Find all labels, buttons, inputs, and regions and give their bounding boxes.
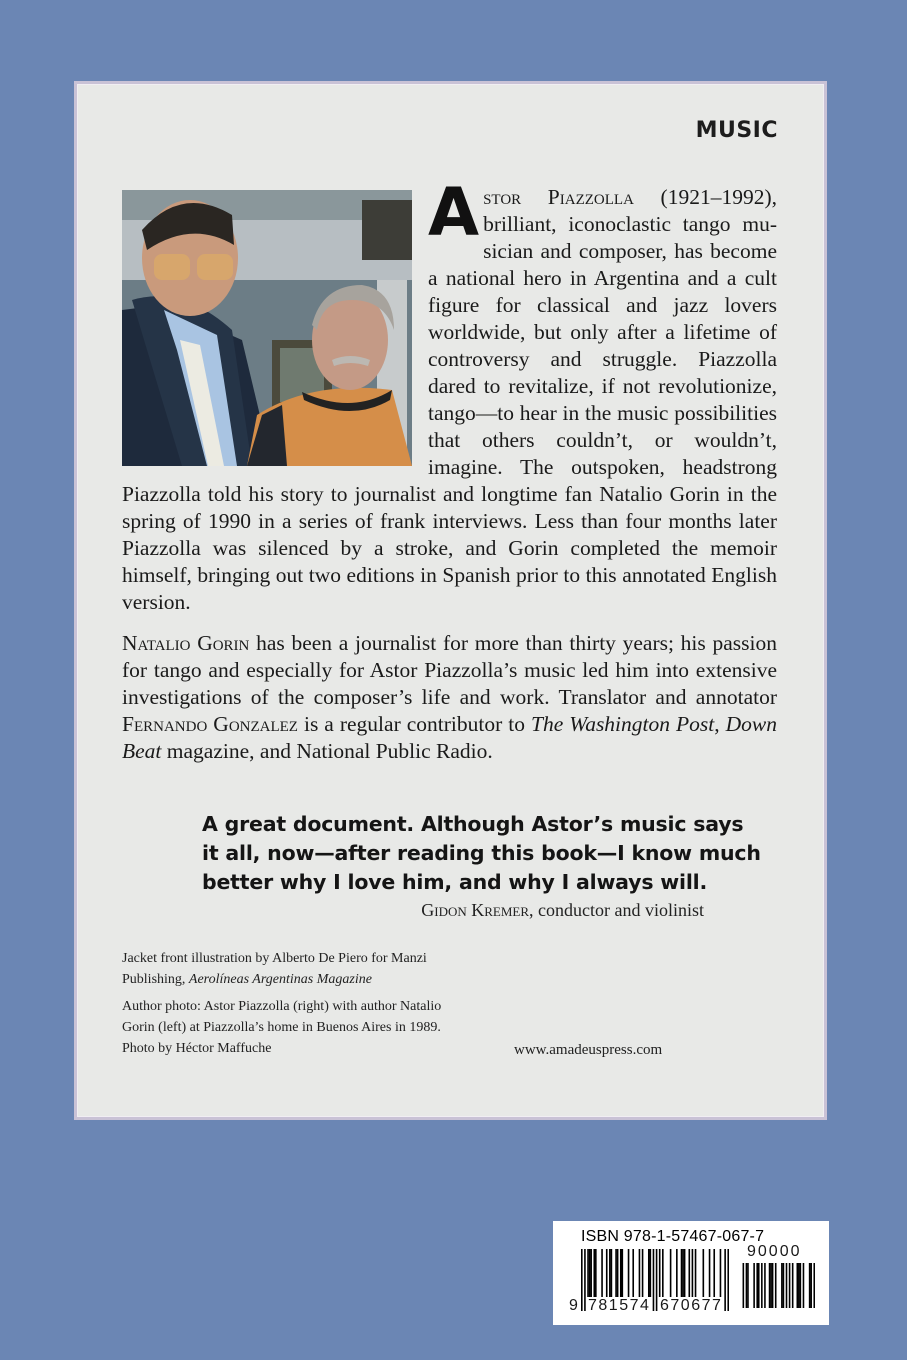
barcode-bar [617, 1249, 619, 1297]
publication-title: The Washington Post [531, 712, 715, 736]
addon-barcode-bar [764, 1263, 766, 1308]
description-paragraph-2: Natalio Gorin has been a journalist for more than thirty years; his passion for tango and especially for Astor Piazzolla’s music led him into extensive investigations of the composer’s life and work. Translator and annotator Fernando Gonzalez is a regular contributor to The Washington Post, Down Beat magazine, and National Public Radio. [122, 631, 777, 763]
barcode-bar [684, 1249, 686, 1297]
barcode-bar [590, 1249, 592, 1297]
barcode-bar [584, 1249, 586, 1311]
barcode-bar [709, 1249, 711, 1297]
barcode-bar [601, 1249, 603, 1297]
addon-barcode-bar [743, 1263, 745, 1308]
barcode-bar [695, 1249, 697, 1297]
author-photo-credit: Author photo: Astor Piazzolla (right) with author Natalio Gorin (left) at Piazzolla’s home in Buenos Aires in 1989. Photo by Héctor Maffuche [122, 999, 442, 1056]
barcode-bar [589, 1249, 591, 1297]
barcode-bar [639, 1249, 641, 1297]
addon-barcode-bar [800, 1263, 802, 1308]
barcode-bar [681, 1249, 683, 1297]
credits [122, 948, 452, 1065]
publisher-website-link[interactable]: www.amadeuspress.com [514, 1042, 663, 1058]
barcode-bar [650, 1249, 652, 1297]
barcode-bar [609, 1249, 611, 1297]
barcode-bar [688, 1249, 690, 1297]
addon-barcode-bar [746, 1263, 748, 1308]
addon-barcode-bar [770, 1263, 772, 1308]
addon-barcode-bar [761, 1263, 763, 1308]
addon-barcode-bar [810, 1263, 812, 1308]
translator-name: Fernando Gonzalez [122, 712, 298, 736]
addon-barcode-bar [783, 1263, 785, 1308]
barcode-bar [727, 1249, 729, 1311]
barcode-bar [648, 1249, 650, 1297]
barcode-bar [587, 1249, 589, 1297]
barcode-bar [682, 1249, 684, 1297]
addon-barcode-bars [741, 1263, 815, 1308]
addon-barcode-bar [756, 1263, 758, 1308]
barcode-bar [595, 1249, 597, 1297]
barcode-bar [620, 1249, 622, 1297]
addon-barcode-bar [758, 1263, 760, 1308]
addon-barcode-bar [813, 1263, 815, 1308]
addon-barcode-bar [781, 1263, 783, 1308]
isbn-barcode [553, 1221, 829, 1325]
blurb-author: Gidon Kremer [421, 900, 530, 920]
addon-barcode-bar [798, 1263, 800, 1308]
barcode-bar [720, 1249, 722, 1297]
barcode-bar [581, 1249, 583, 1311]
addon-barcode-bar [797, 1263, 799, 1308]
barcode-bar [676, 1249, 678, 1297]
ean-first-digit: 9 [569, 1297, 578, 1314]
barcode-bar [622, 1249, 624, 1297]
barcode-bar [593, 1249, 595, 1297]
addon-barcode-bar [789, 1263, 791, 1308]
addon-barcode-bar [747, 1263, 749, 1308]
price-addon-digits: 90000 [747, 1243, 802, 1260]
addon-barcode-bar [786, 1263, 788, 1308]
blurb-author-role: , conductor and violinist [529, 900, 704, 920]
addon-barcode-bar [772, 1263, 774, 1308]
barcode-bar [662, 1249, 664, 1297]
subject-name: stor Piazzolla [483, 185, 634, 209]
barcode-bar [606, 1249, 608, 1297]
barcode-bar [656, 1249, 658, 1311]
barcode-bar [628, 1249, 630, 1297]
barcode-bar [670, 1249, 672, 1297]
blurb-quote: A great document. Although Astor’s music says it all, now—after reading this book—I know much better why I love him, and why I always will. [202, 812, 761, 894]
jacket-credit: Jacket front illustration by Alberto De Piero for Manzi Publishing, Aerolíneas Argentinas Magazine [122, 951, 427, 987]
barcode-bar [632, 1249, 634, 1297]
back-cover-panel [74, 81, 827, 1120]
ean-left-digits: 781574 [588, 1297, 651, 1314]
barcode-bar [615, 1249, 617, 1297]
barcode-bar [713, 1249, 715, 1297]
dropcap: A [428, 174, 480, 251]
addon-barcode-bar [792, 1263, 794, 1308]
publication-title: Down Beat [122, 712, 777, 763]
addon-barcode-bar [803, 1263, 805, 1308]
book-description [122, 174, 777, 779]
isbn-label: ISBN 978-1-57467-067-7 [581, 1228, 765, 1245]
barcode-bar [703, 1249, 705, 1297]
ean-right-digits: 670677 [660, 1297, 723, 1314]
barcode-bar [611, 1249, 613, 1297]
barcode-bar [659, 1249, 661, 1297]
addon-barcode-bar [769, 1263, 771, 1308]
barcode-bar [642, 1249, 644, 1297]
barcode-bar [692, 1249, 694, 1297]
barcode-bar [653, 1249, 655, 1311]
addon-barcode-bar [775, 1263, 777, 1308]
author-name: Natalio Gorin [122, 631, 250, 655]
category-label: MUSIC [695, 118, 778, 143]
addon-barcode-bar [809, 1263, 811, 1308]
blurb-attribution [421, 900, 704, 921]
barcode-bar [724, 1249, 726, 1311]
addon-barcode-bar [753, 1263, 755, 1308]
description-paragraph-1: Astor Piazzolla (1921–1992), brilliant, iconoclastic tango musician and composer, has become a national hero in Argentina and a cult figure for classical and jazz lovers worldwide, but only after a lifetime of controversy and struggle. Piazzolla dared to revitalize, if not revolutionize, tango—to hear in the music possibilities that others couldn’t, or wouldn’t, imagine. The outspoken, headstrong Piazzolla told his story to journalist and longtime fan Natalio Gorin in the spring of 1990 in a series of frank interviews. Less than four months later Piazzolla was silenced by a stroke, and Gorin completed the memoir himself, bringing out two editions in Spanish prior to this annotated English version. [122, 174, 777, 614]
